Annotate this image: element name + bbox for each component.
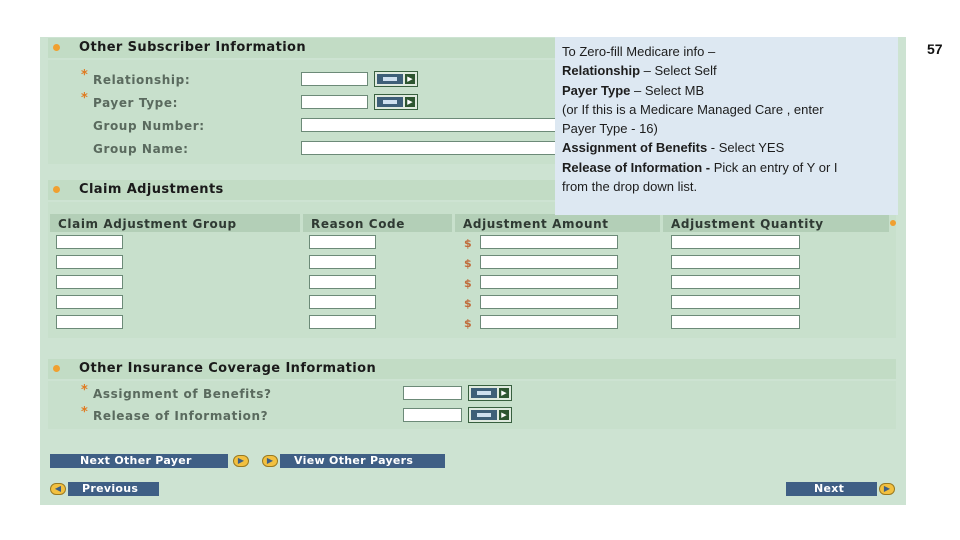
next-arrow-icon[interactable]: ▶ bbox=[233, 455, 249, 467]
adjustment-group-input[interactable] bbox=[56, 315, 123, 329]
arrow-icon: ▶ bbox=[405, 74, 415, 84]
adjustment-quantity-input[interactable] bbox=[671, 255, 800, 269]
reason-code-input[interactable] bbox=[309, 255, 376, 269]
callout-bold: Payer Type bbox=[562, 82, 631, 98]
bullet-icon bbox=[53, 44, 60, 51]
next-other-payer-button[interactable]: Next Other Payer bbox=[50, 454, 228, 468]
assignment-picker-button[interactable] bbox=[468, 385, 512, 401]
next-arrow-icon[interactable]: ▶ bbox=[879, 483, 895, 495]
currency-symbol: $ bbox=[464, 277, 472, 290]
required-marker: * bbox=[81, 68, 88, 83]
relationship-label: Relationship: bbox=[93, 73, 191, 87]
callout-line bbox=[562, 81, 891, 100]
adjustment-amount-input[interactable] bbox=[480, 295, 618, 309]
adjustment-amount-input[interactable] bbox=[480, 255, 618, 269]
list-icon bbox=[471, 410, 497, 420]
section-title: Other Subscriber Information bbox=[79, 40, 307, 55]
relationship-picker-button[interactable] bbox=[374, 71, 418, 87]
instruction-callout bbox=[555, 37, 898, 215]
group-name-label: Group Name: bbox=[93, 142, 189, 156]
adjustment-amount-input[interactable] bbox=[480, 315, 618, 329]
reason-code-input[interactable] bbox=[309, 235, 376, 249]
assignment-of-benefits-input[interactable] bbox=[403, 386, 462, 400]
callout-line: (or If this is a Medicare Managed Care , enter bbox=[562, 101, 824, 117]
payer-type-label: Payer Type: bbox=[93, 96, 178, 110]
payer-type-input[interactable] bbox=[301, 95, 368, 109]
bullet-icon bbox=[53, 186, 60, 193]
release-of-information-label: Release of Information? bbox=[93, 409, 269, 423]
column-header: Reason Code bbox=[303, 214, 452, 232]
callout-bold: Release of Information - bbox=[562, 159, 711, 175]
list-icon bbox=[377, 97, 403, 107]
callout-line bbox=[562, 138, 891, 157]
group-number-input[interactable] bbox=[301, 118, 557, 132]
next-button[interactable]: Next bbox=[786, 482, 877, 496]
payer-type-picker-button[interactable] bbox=[374, 94, 418, 110]
adjustment-group-input[interactable] bbox=[56, 255, 123, 269]
arrow-icon: ▶ bbox=[499, 388, 509, 398]
required-marker: * bbox=[81, 383, 88, 398]
callout-text: – Select Self bbox=[640, 63, 717, 79]
currency-symbol: $ bbox=[464, 317, 472, 330]
callout-line: To Zero-fill Medicare info – bbox=[562, 44, 716, 59]
release-of-information-input[interactable] bbox=[403, 408, 462, 422]
adjustment-amount-input[interactable] bbox=[480, 275, 618, 289]
view-other-payers-button[interactable]: View Other Payers bbox=[280, 454, 445, 468]
callout-bold: Assignment of Benefits bbox=[562, 140, 708, 156]
callout-bold: Relationship bbox=[562, 63, 641, 79]
callout-line: from the drop down list. bbox=[562, 179, 698, 195]
assignment-of-benefits-label: Assignment of Benefits? bbox=[93, 387, 272, 401]
adjustment-amount-input[interactable] bbox=[480, 235, 618, 249]
relationship-input[interactable] bbox=[301, 72, 368, 86]
section-title: Other Insurance Coverage Information bbox=[79, 361, 377, 376]
adjustment-quantity-input[interactable] bbox=[671, 295, 800, 309]
section-title: Claim Adjustments bbox=[79, 182, 224, 197]
list-icon bbox=[377, 74, 403, 84]
callout-line: Payer Type - 16) bbox=[562, 121, 658, 137]
reason-code-input[interactable] bbox=[309, 315, 376, 329]
release-picker-button[interactable] bbox=[468, 407, 512, 423]
other-insurance-header bbox=[48, 359, 896, 379]
reason-code-input[interactable] bbox=[309, 295, 376, 309]
callout-text: - Select YES bbox=[707, 140, 785, 156]
list-icon bbox=[471, 388, 497, 398]
column-header: Claim Adjustment Group bbox=[50, 214, 300, 232]
currency-symbol: $ bbox=[464, 257, 472, 270]
page-number: 57 bbox=[927, 41, 943, 57]
bullet-icon bbox=[53, 365, 60, 372]
arrow-icon: ▶ bbox=[405, 97, 415, 107]
arrow-icon: ▶ bbox=[499, 410, 509, 420]
adjustment-quantity-input[interactable] bbox=[671, 235, 800, 249]
column-header: Adjustment Amount bbox=[455, 214, 660, 232]
callout-text: Pick an entry of Y or I bbox=[710, 159, 838, 175]
callout-line bbox=[562, 158, 891, 177]
group-number-label: Group Number: bbox=[93, 119, 205, 133]
required-marker: * bbox=[81, 405, 88, 420]
group-name-input[interactable] bbox=[301, 141, 557, 155]
bullet-icon bbox=[890, 220, 896, 226]
currency-symbol: $ bbox=[464, 297, 472, 310]
column-header: Adjustment Quantity bbox=[663, 214, 889, 232]
adjustment-group-input[interactable] bbox=[56, 235, 123, 249]
adjustment-quantity-input[interactable] bbox=[671, 315, 800, 329]
previous-arrow-icon[interactable]: ◀ bbox=[50, 483, 66, 495]
adjustment-group-input[interactable] bbox=[56, 295, 123, 309]
reason-code-input[interactable] bbox=[309, 275, 376, 289]
adjustment-quantity-input[interactable] bbox=[671, 275, 800, 289]
previous-button[interactable]: Previous bbox=[68, 482, 159, 496]
adjustment-group-input[interactable] bbox=[56, 275, 123, 289]
callout-text: – Select MB bbox=[630, 82, 705, 98]
callout-line bbox=[562, 61, 891, 80]
currency-symbol: $ bbox=[464, 237, 472, 250]
view-arrow-icon[interactable]: ▶ bbox=[262, 455, 278, 467]
required-marker: * bbox=[81, 91, 88, 106]
